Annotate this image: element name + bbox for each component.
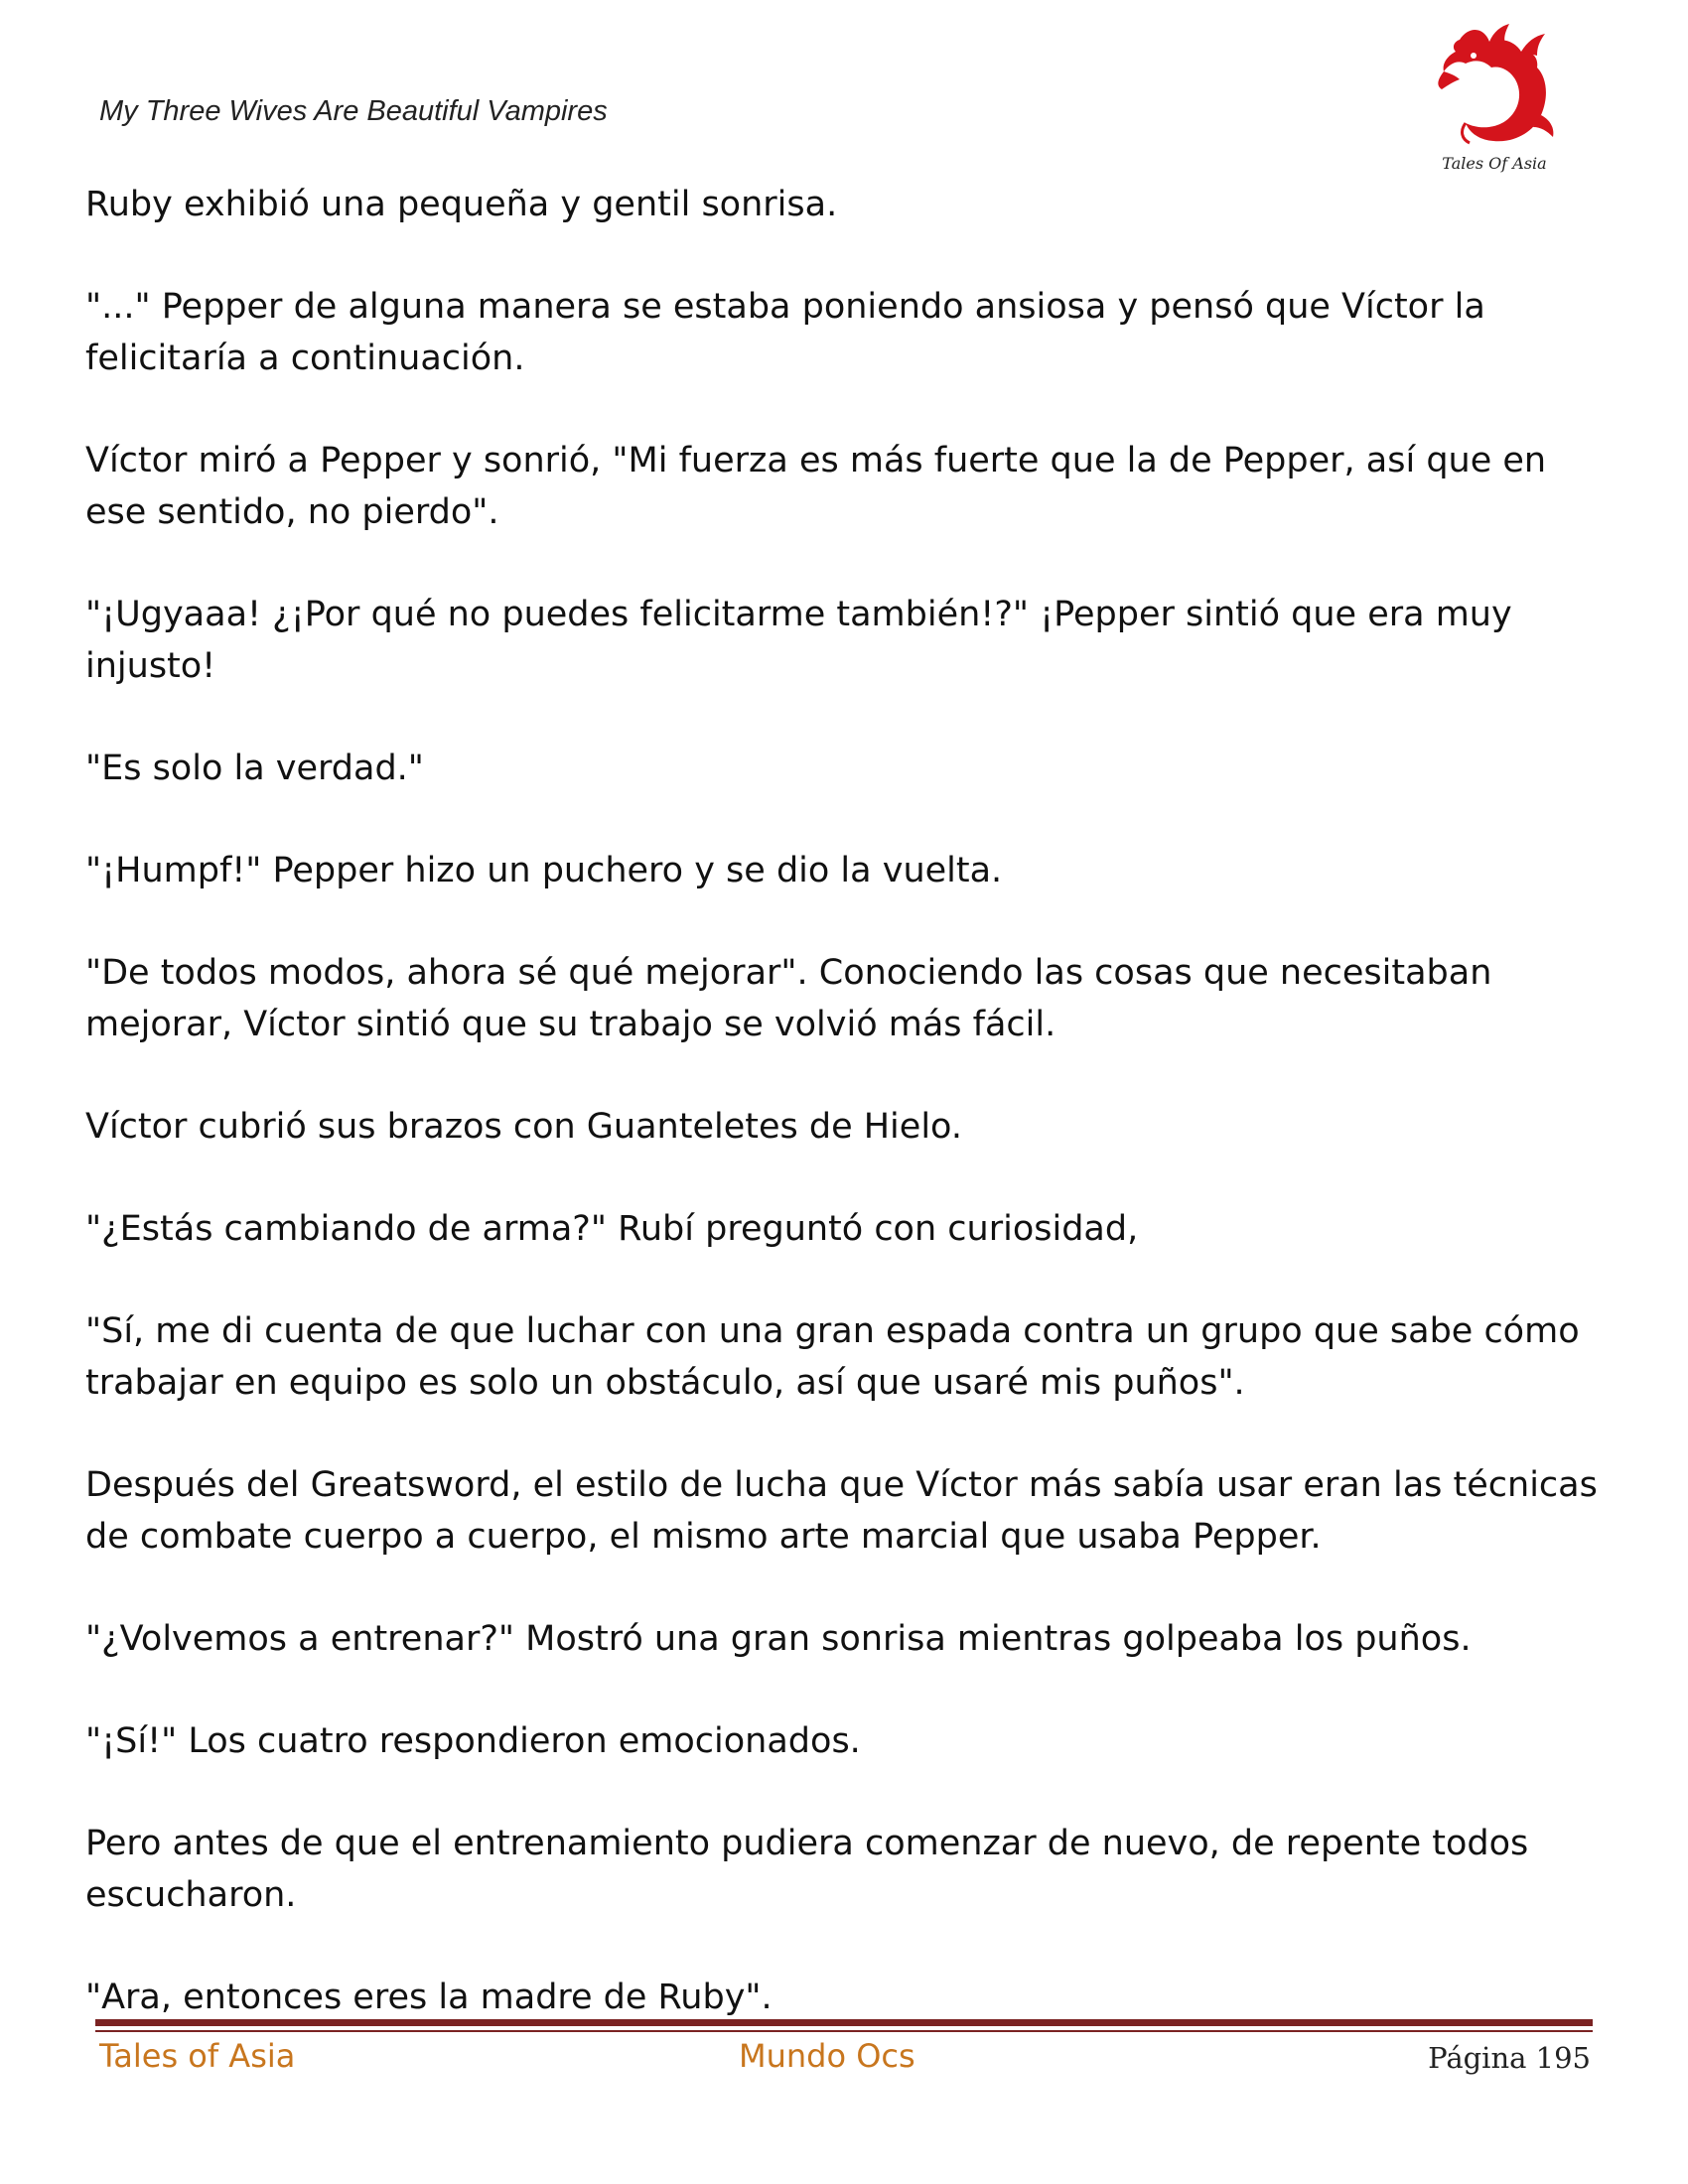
paragraph: "Sí, me di cuenta de que luchar con una gran espada contra un grupo que sabe cómo trabajar en equipo es solo un obstáculo, así que usaré mis puños". (85, 1311, 1580, 1403)
paragraph: "¿Estás cambiando de arma?" Rubí preguntó con curiosidad, (85, 1209, 1139, 1249)
paragraph: Ruby exhibió una pequeña y gentil sonrisa. (85, 185, 838, 224)
paragraph: "¡Ugyaaa! ¿¡Por qué no puedes felicitarme también!?" ¡Pepper sintió que era muy injusto! (85, 595, 1512, 686)
paragraph: "¡Humpf!" Pepper hizo un puchero y se dio la vuelta. (85, 851, 1003, 890)
paragraph: "¡Sí!" Los cuatro respondieron emocionados. (85, 1721, 861, 1761)
paragraph: "Es solo la verdad." (85, 749, 424, 788)
footer-site-name: Tales of Asia (99, 2037, 296, 2075)
logo-text: Tales Of Asia (1442, 154, 1547, 173)
red-dragon-logo-icon (1430, 20, 1559, 179)
paragraph: "De todos modos, ahora sé qué mejorar". Conociendo las cosas que necesitaban mejorar, Víctor sintió que su trabajo se volvió más fácil. (85, 953, 1492, 1044)
paragraph: Víctor cubrió sus brazos con Guanteletes de Hielo. (85, 1107, 962, 1147)
paragraph: Pero antes de que el entrenamiento pudiera comenzar de nuevo, de repente todos escucharon. (85, 1824, 1529, 1915)
paragraph: "..." Pepper de alguna manera se estaba poniendo ansiosa y pensó que Víctor la felicitaría a continuación. (85, 287, 1485, 378)
paragraph: Después del Greatsword, el estilo de lucha que Víctor más sabía usar eran las técnicas de combate cuerpo a cuerpo, el mismo arte marcial que usaba Pepper. (85, 1465, 1598, 1557)
footer-group-name: Mundo Ocs (739, 2037, 915, 2075)
paragraph: Víctor miró a Pepper y sonrió, "Mi fuerza es más fuerte que la de Pepper, así que en ese sentido, no pierdo". (85, 441, 1547, 532)
paragraph: "¿Volvemos a entrenar?" Mostró una gran sonrisa mientras golpeaba los puños. (85, 1619, 1472, 1659)
page-number: Página 195 (1428, 2041, 1591, 2075)
footer-divider-thin (95, 2030, 1593, 2032)
paragraph: "Ara, entonces eres la madre de Ruby". (85, 1978, 773, 2017)
footer-divider (95, 2019, 1593, 2026)
document-body (85, 179, 1615, 2074)
document-header-title: My Three Wives Are Beautiful Vampires (99, 95, 608, 127)
